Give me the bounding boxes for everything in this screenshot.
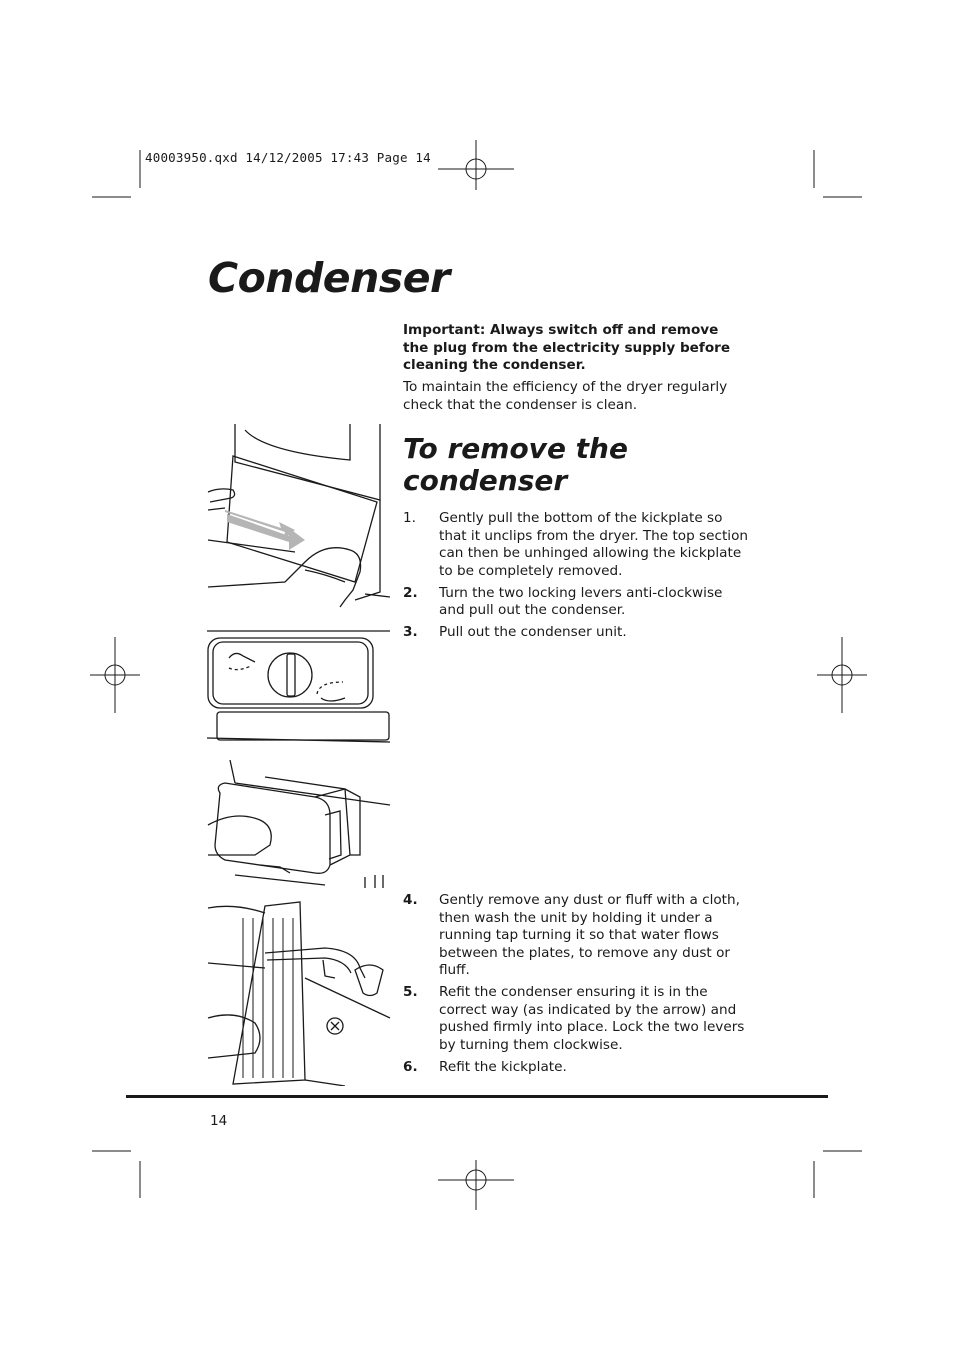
- list-item: [403, 984, 748, 1054]
- condenser-washing-illustration: [205, 898, 395, 1086]
- step-number: 2.: [403, 584, 418, 601]
- registration-mark-bottom: [438, 1160, 514, 1210]
- section-heading: To remove the condenser: [403, 432, 628, 497]
- kickplate-removal-illustration: [205, 422, 395, 612]
- page-title: Condenser: [208, 254, 450, 302]
- locking-levers-illustration: [205, 628, 395, 748]
- footer-rule: [126, 1095, 828, 1098]
- list-item: [403, 510, 748, 580]
- registration-mark-right: [817, 637, 867, 713]
- step-text: Refit the kickplate.: [439, 1058, 567, 1075]
- intro-text: To maintain the efficiency of the dryer regularly check that the condenser is clean.: [403, 379, 728, 413]
- step-number: 4.: [403, 892, 418, 908]
- steps-list-part-2: [403, 892, 748, 1081]
- print-slug: 40003950.qxd 14/12/2005 17:43 Page 14: [145, 150, 431, 165]
- steps-list-part-1: [403, 510, 748, 646]
- step-number: 3.: [403, 624, 418, 640]
- list-item: [403, 585, 748, 620]
- list-item: [403, 624, 748, 642]
- step-text: Turn the two locking levers anti-clockwise and pull out the condenser.: [439, 584, 723, 618]
- step-text: Gently remove any dust or fluff with a cloth, then wash the unit by holding it under a running tap turning it so that water flows between the plates, to remove any dust or fluff.: [439, 892, 740, 978]
- step-text: Gently pull the bottom of the kickplate so that it unclips from the dryer. The top section can then be unhinged allowing the kickplate to be completely removed.: [439, 510, 748, 579]
- step-number: 1.: [403, 510, 416, 526]
- step-number: 5.: [403, 984, 418, 1000]
- list-item: [403, 892, 748, 980]
- page-number: 14: [210, 1113, 228, 1129]
- registration-mark-left: [90, 637, 140, 713]
- step-number: 6.: [403, 1058, 418, 1075]
- registration-mark-top: [438, 140, 514, 190]
- step-text: Refit the condenser ensuring it is in the correct way (as indicated by the arrow) and pushed firmly into place. Lock the two levers by turning them clockwise.: [439, 984, 745, 1053]
- condenser-pull-out-illustration: [205, 755, 395, 890]
- list-item: [403, 1059, 748, 1077]
- important-warning: Important: Always switch off and remove the plug from the electricity supply before cleaning the condenser.: [403, 322, 731, 373]
- step-text: Pull out the condenser unit.: [439, 624, 627, 640]
